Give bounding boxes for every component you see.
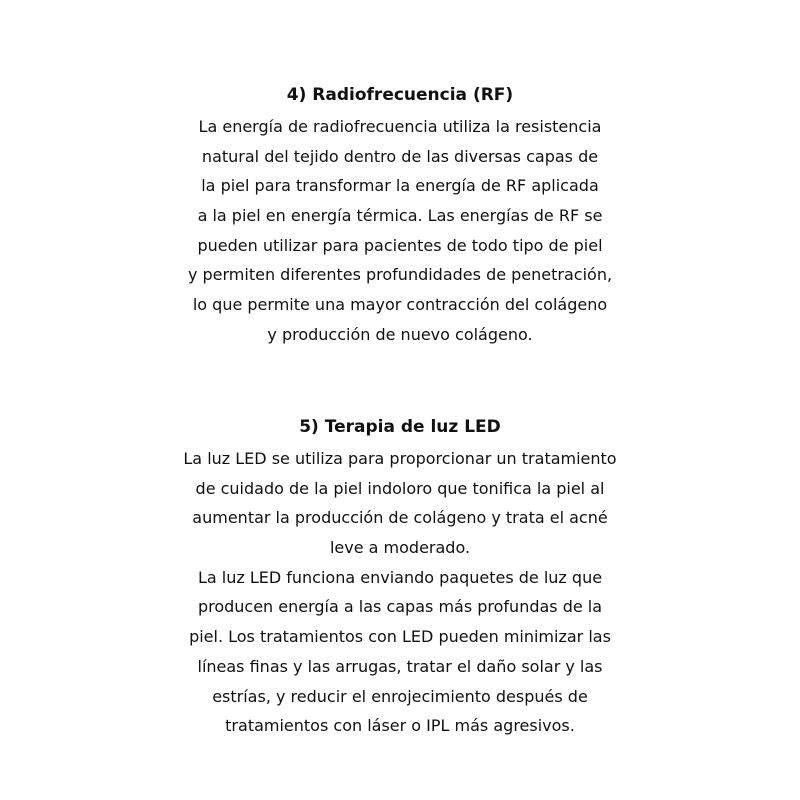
body-line: lo que permite una mayor contracción del colágeno [192, 295, 608, 315]
section-heading: 5) Terapia de luz LED [299, 417, 501, 437]
body-line: de cuidado de la piel indoloro que tonifica la piel al [195, 478, 605, 498]
body-line: a la piel en energía térmica. Las energías de RF se [197, 206, 603, 226]
body-line: y permiten diferentes profundidades de penetración, [187, 265, 613, 285]
body-line: La luz LED funciona enviando paquetes de luz que [197, 567, 603, 587]
section-radiofrecuencia [0, 84, 800, 350]
section-terapia-luz-led [0, 416, 800, 741]
body-line: natural del tejido dentro de las diversas capas de [201, 146, 599, 166]
body-line: pueden utilizar para pacientes de todo tipo de piel [197, 235, 603, 255]
body-line: La energía de radiofrecuencia utiliza la resistencia [198, 117, 602, 136]
body-line: La luz LED se utiliza para proporcionar un tratamiento [183, 449, 617, 468]
section-heading: 4) Radiofrecuencia (RF) [286, 85, 514, 105]
body-line: estrías, y reducir el enrojecimiento después de [212, 686, 588, 706]
body-line: piel. Los tratamientos con LED pueden minimizar las [189, 627, 611, 647]
body-line: la piel para transformar la energía de RF aplicada [201, 176, 599, 196]
body-line: leve a moderado. [329, 538, 471, 558]
body-line: tratamientos con láser o IPL más agresivos. [225, 716, 575, 736]
body-line: líneas finas y las arrugas, tratar el daño solar y las [197, 656, 603, 676]
body-line: producen energía a las capas más profundas de la [197, 597, 603, 617]
body-line: aumentar la producción de colágeno y trata el acné [192, 508, 608, 528]
body-line: y producción de nuevo colágeno. [267, 324, 533, 344]
